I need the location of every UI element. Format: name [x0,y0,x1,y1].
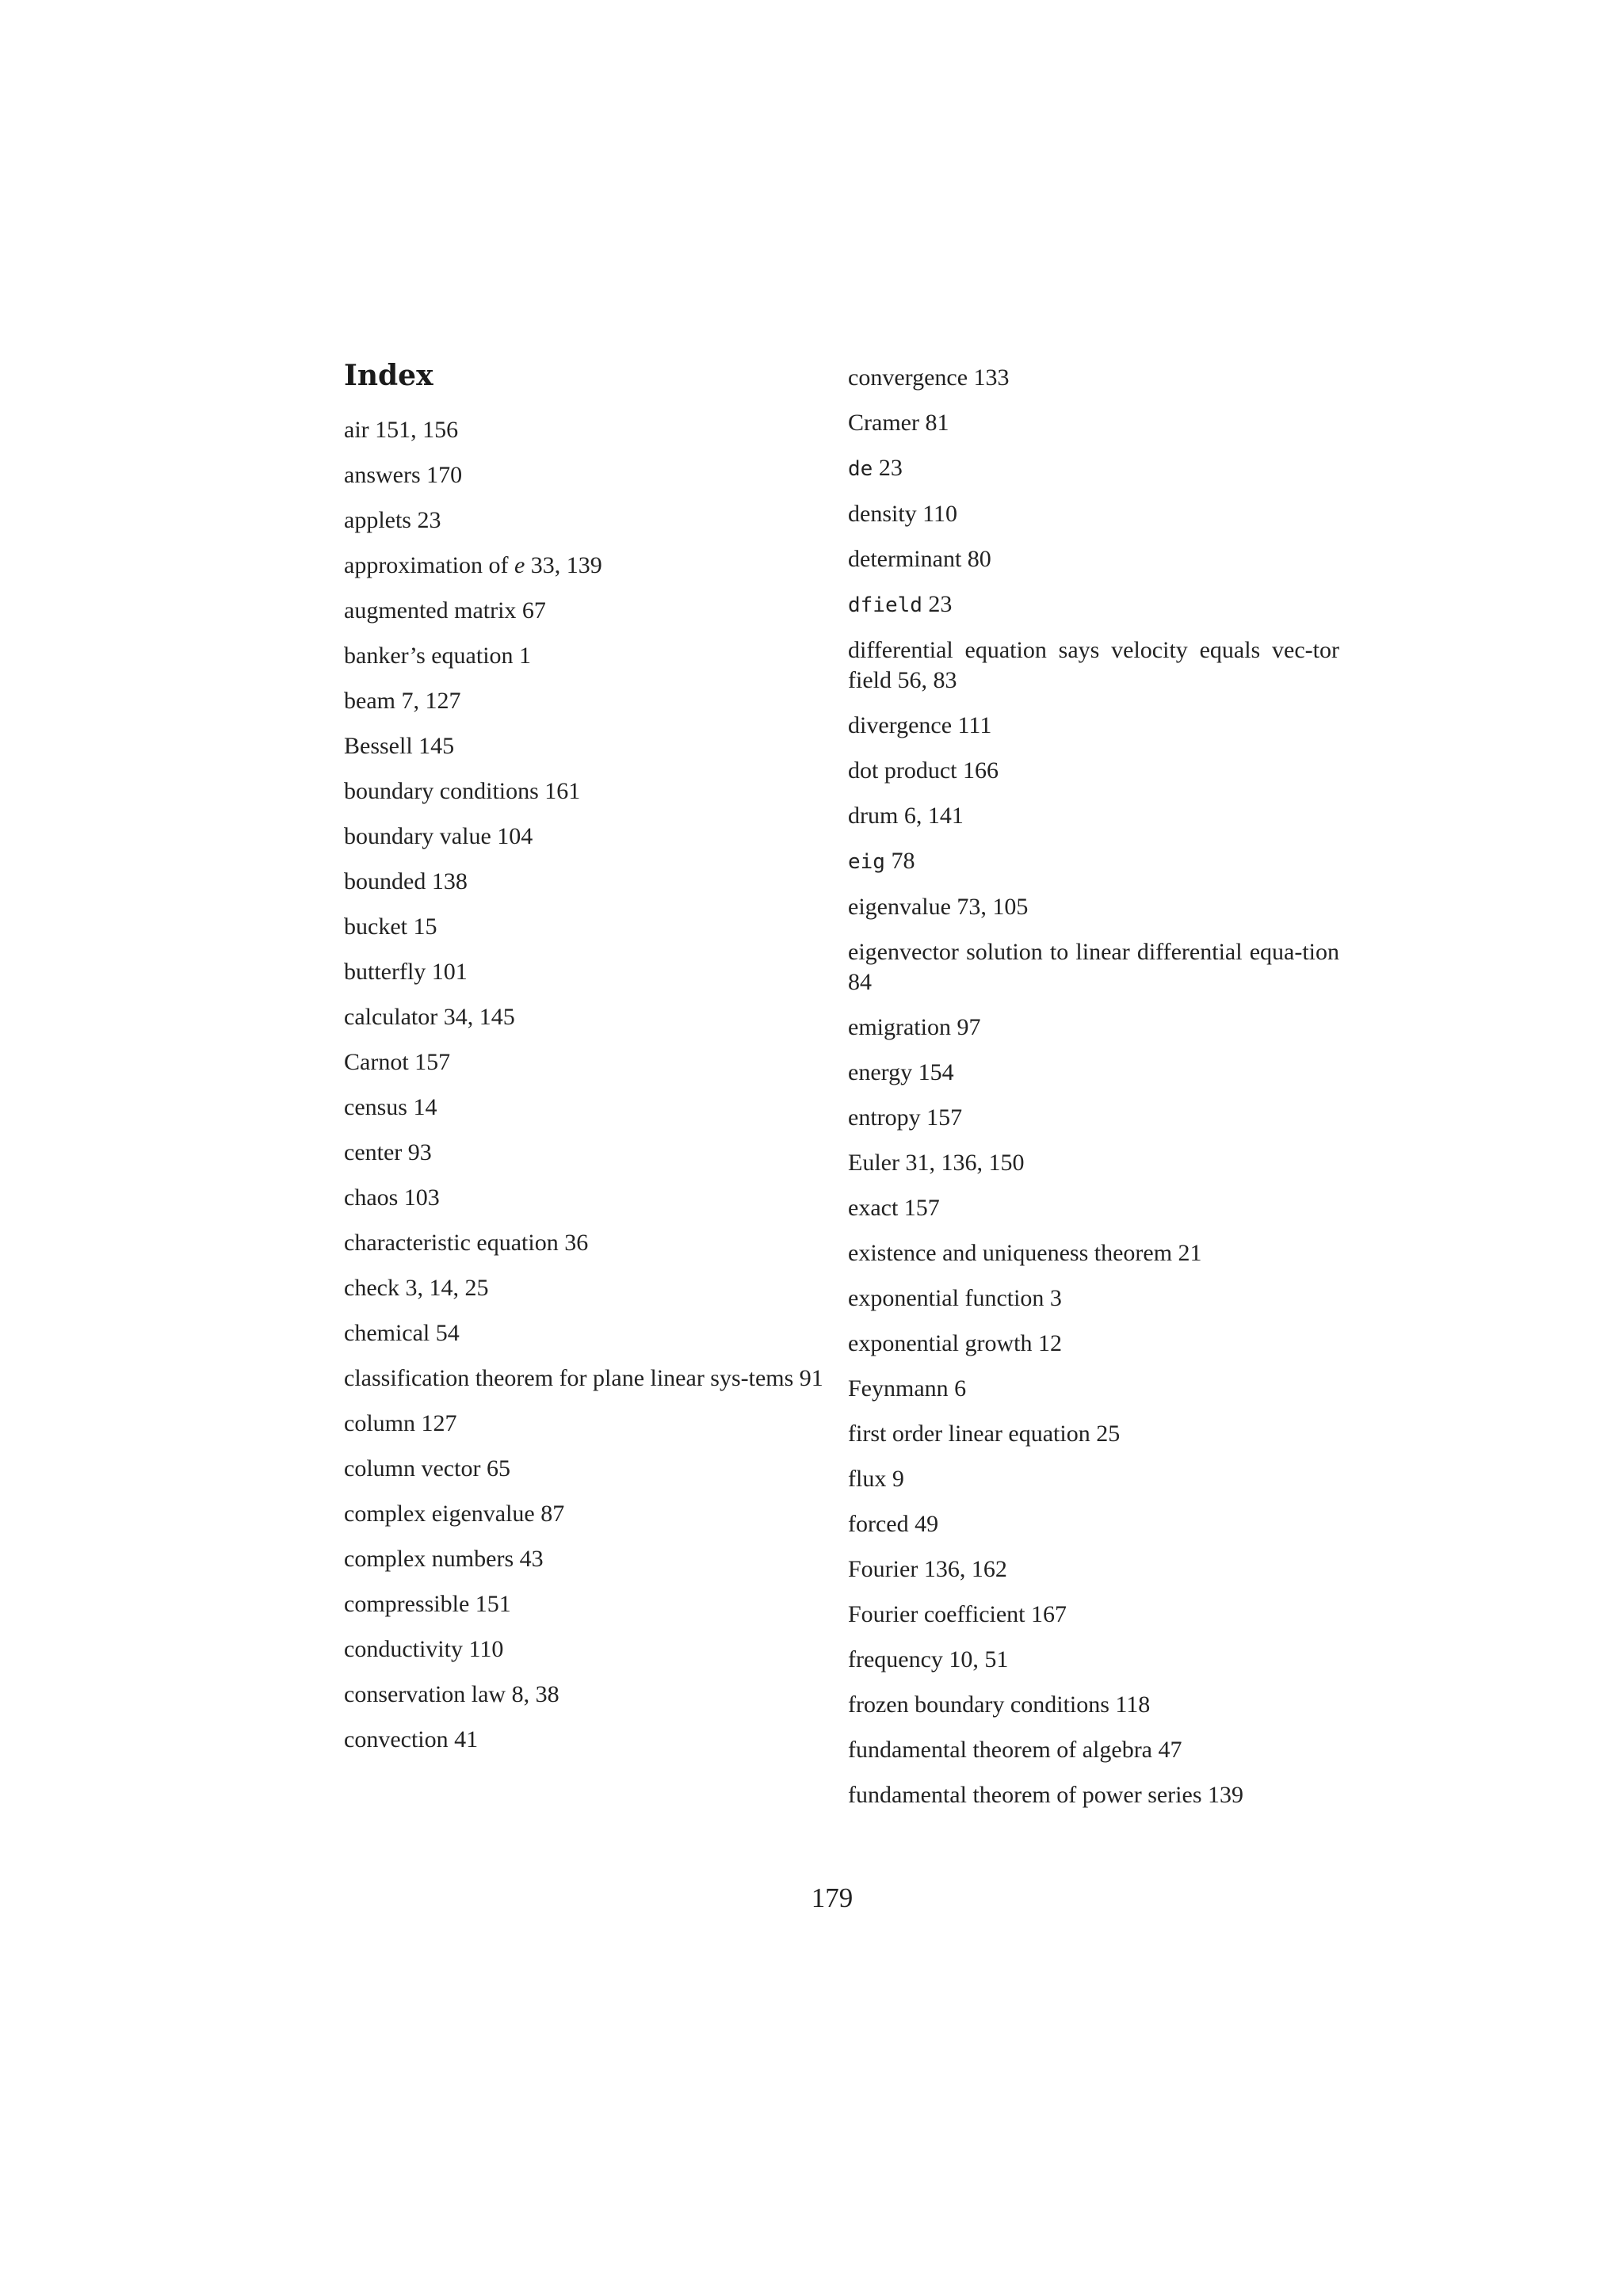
index-entry [344,1047,835,1077]
index-entry [344,1499,835,1529]
index-entry-text: center 93 [344,1139,432,1165]
index-entry-text: complex numbers 43 [344,1546,544,1572]
index-entry-math: e [514,552,525,578]
index-entry-text: exponential function 3 [848,1285,1062,1311]
index-entry [848,1013,1339,1043]
index-entry [344,1725,835,1755]
index-entry [848,1600,1339,1630]
index-entry-text: column 127 [344,1410,457,1436]
index-entry [344,731,835,761]
index-entry-text: chemical 54 [344,1320,460,1346]
index-entry-text: conservation law 8, 38 [344,1681,559,1707]
index-entry [848,846,1339,877]
index-entry [344,1589,835,1619]
index-entry [344,596,835,626]
index-entry [344,1093,835,1123]
index-entry [344,460,835,490]
index-entry [848,756,1339,786]
index-entry [344,1002,835,1032]
index-entry-text: flux 9 [848,1466,904,1492]
index-entry-text: approximation of [344,552,514,578]
index-entry [344,822,835,852]
index-entry [848,1780,1339,1810]
index-entry [344,1273,835,1303]
index-entry-text: 78 [884,848,915,874]
index-entry-text: Feynmann 6 [848,1375,967,1402]
index-entry-text: exact 157 [848,1195,940,1221]
index-entry [344,1634,835,1665]
index-entry [848,801,1339,831]
index-entry [344,1228,835,1258]
index-entry [344,1409,835,1439]
index-entry [848,1148,1339,1178]
index-entry-code: de [848,457,873,481]
index-entry-text: fundamental theorem of power series 139 [848,1782,1243,1808]
index-entry-text: convection 41 [344,1726,479,1753]
index-entry [344,776,835,807]
index-entry-text: classification theorem for plane linear sys-tems 91 [344,1365,823,1391]
index-entry [344,1680,835,1710]
index-entry-text: Bessell 145 [344,733,455,759]
index-entry-text: check 3, 14, 25 [344,1275,489,1301]
index-entry [848,635,1339,696]
index-entry [344,1454,835,1484]
index-entry-text: bounded 138 [344,868,468,894]
index-entry-text: energy 154 [848,1059,954,1085]
index-entry-text: dot product 166 [848,757,999,784]
index-entry-text: 23 [922,591,953,617]
index-entry-text: answers 170 [344,462,463,488]
index-entry-text: augmented matrix 67 [344,597,546,624]
index-entry-text: bucket 15 [344,913,437,940]
index-entry-text: emigration 97 [848,1014,981,1040]
index-entry [344,551,835,581]
index-entry-text: characteristic equation 36 [344,1230,589,1256]
index-entry-text: conductivity 110 [344,1636,504,1662]
index-entry-text: divergence 111 [848,712,992,738]
index-entry-text: Fourier coefficient 167 [848,1601,1067,1627]
index-entry-text: banker’s equation 1 [344,643,532,669]
index-entry [848,363,1339,393]
index-entry [848,544,1339,574]
index-entry-text: complex eigenvalue 87 [344,1501,565,1527]
index-entry [344,912,835,942]
index-entry-text: Carnot 157 [344,1049,451,1075]
index-entry-text: boundary value 104 [344,823,533,849]
page-number: 179 [811,1882,854,1913]
index-entry-text: census 14 [344,1094,437,1120]
index-entry-text: 23 [873,455,903,481]
index-entry-text: drum 6, 141 [848,803,964,829]
index-column-left [344,353,835,1770]
index-entry-text: frequency 10, 51 [848,1646,1009,1672]
index-entry-text: beam 7, 127 [344,688,461,714]
index-entry [848,589,1339,620]
index-entry [848,453,1339,484]
index-entry [848,1735,1339,1765]
index-entry [344,1318,835,1348]
index-entry [848,1419,1339,1449]
index-entry-text: forced 49 [848,1511,939,1537]
index-entry-list-left [344,415,835,1755]
index-entry [344,415,835,445]
index-entry [848,1690,1339,1720]
index-entry [344,957,835,987]
index-entry-text: fundamental theorem of algebra 47 [848,1737,1182,1763]
index-entry [848,1283,1339,1314]
index-entry-text: first order linear equation 25 [848,1421,1121,1447]
index-entry [848,1238,1339,1268]
index-entry-text: compressible 151 [344,1591,511,1617]
index-entry-code: dfield [848,593,922,617]
index-heading: Index [344,359,433,392]
index-entry [344,1544,835,1574]
index-entry-text: differential equation says velocity equals vec-tor field 56, 83 [848,637,1339,693]
index-entry [344,1183,835,1213]
index-entry [344,505,835,536]
index-entry-list-right [848,363,1339,1810]
index-entry [344,686,835,716]
index-entry-text: column vector 65 [344,1455,510,1482]
index-entry [344,641,835,671]
index-entry [848,1554,1339,1585]
index-entry [848,1193,1339,1223]
index-entry [848,499,1339,529]
index-entry-text: calculator 34, 145 [344,1004,515,1030]
index-entry [848,937,1339,997]
index-entry [848,1509,1339,1539]
index-entry-text: determinant 80 [848,546,991,572]
index-entry-text: chaos 103 [344,1184,440,1211]
index-entry-text: existence and uniqueness theorem 21 [848,1240,1202,1266]
index-entry-text: air 151, 156 [344,417,459,443]
index-entry-text: density 110 [848,501,958,527]
index-entry [848,1103,1339,1133]
index-entry-text: butterfly 101 [344,959,468,985]
index-entry-text: applets 23 [344,507,441,533]
index-entry [848,408,1339,438]
index-entry [848,1329,1339,1359]
index-entry [848,892,1339,922]
index-entry-text: Cramer 81 [848,410,949,436]
index-entry [344,1363,835,1394]
index-entry [344,1138,835,1168]
index-entry [848,1374,1339,1404]
index-entry-code: eig [848,850,885,874]
index-entry-text: frozen boundary conditions 118 [848,1691,1151,1718]
index-entry [848,1464,1339,1494]
index-entry [344,867,835,897]
index-column-right [848,363,1339,1825]
index-entry-text: boundary conditions 161 [344,778,581,804]
index-entry-text: Euler 31, 136, 150 [848,1150,1025,1176]
index-entry [848,711,1339,741]
index-entry [848,1645,1339,1675]
index-entry-text: 33, 139 [525,552,602,578]
index-entry-text: eigenvalue 73, 105 [848,894,1029,920]
index-entry-text: convergence 133 [848,364,1010,391]
index-entry-text: Fourier 136, 162 [848,1556,1007,1582]
index-entry-text: entropy 157 [848,1104,963,1131]
index-entry-text: exponential growth 12 [848,1330,1062,1356]
index-entry [848,1058,1339,1088]
index-entry-text: eigenvector solution to linear differential equa-tion 84 [848,939,1339,995]
